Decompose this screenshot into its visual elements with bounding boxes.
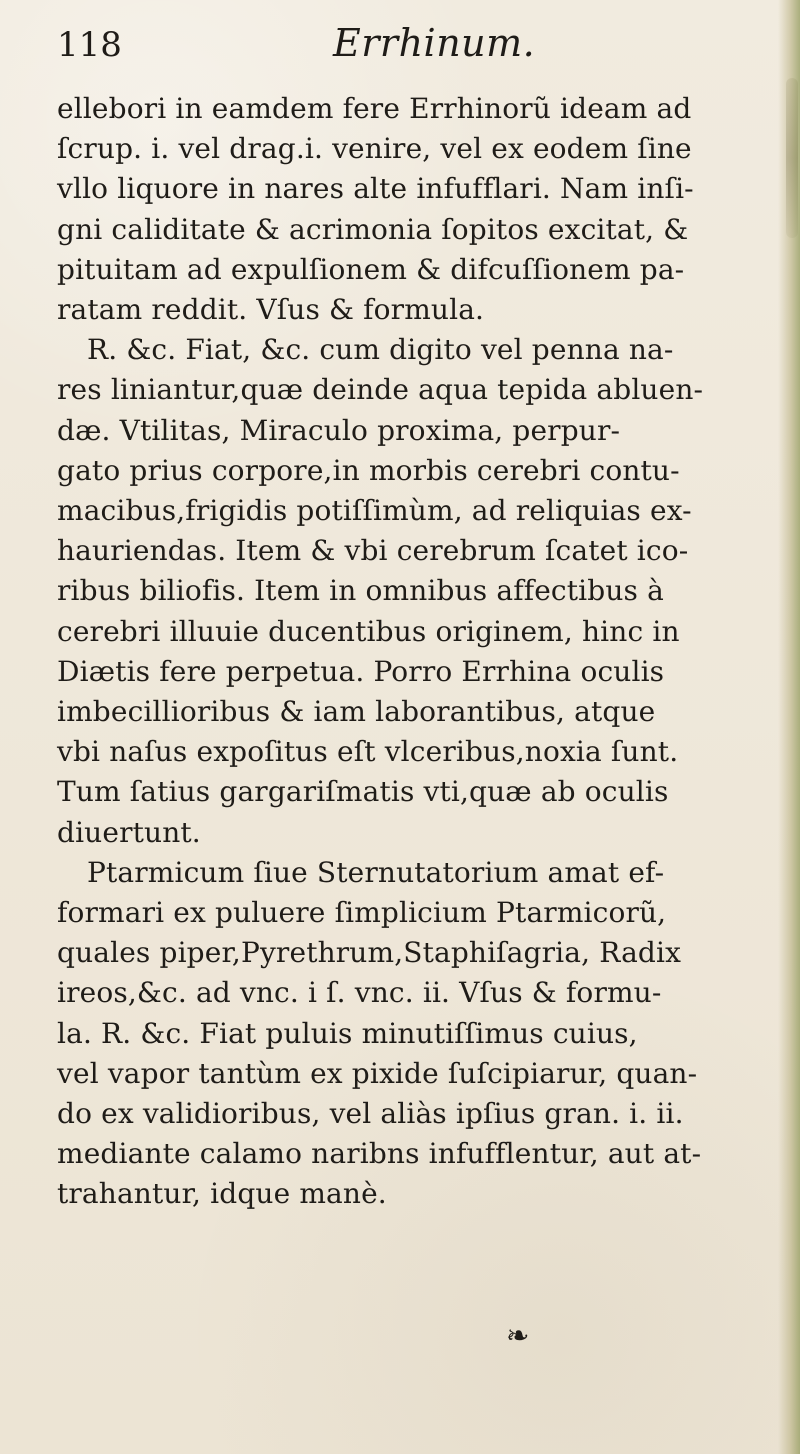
- text-line: trahantur, idque manè.: [57, 1177, 387, 1211]
- text-line: hauriendas. Item & vbi cerebrum ſcatet ico-: [57, 534, 689, 568]
- text-line: macibus,frigidis potiſſimùm, ad reliquias ex-: [57, 494, 692, 528]
- text-line: gato prius corpore,in morbis cerebri contu-: [57, 453, 680, 487]
- text-line: ſcrup. i. vel drag.i. venire, vel ex eodem ſine: [57, 132, 692, 166]
- text-line: Ptarmicum ſiue Sternutatorium amat ef-: [87, 855, 665, 889]
- text-line: ribus biliofis. Item in omnibus affectibus à: [57, 574, 664, 608]
- text-line: ratam reddit. Vſus & formula.: [57, 293, 485, 327]
- page-content: [57, 21, 767, 1215]
- text-line: diuertunt.: [57, 815, 201, 849]
- text-line: ellebori in eamdem fere Errhinorũ ideam ad: [57, 92, 692, 125]
- ornament-icon: ❧: [506, 1319, 530, 1352]
- text-line: do ex validioribus, vel aliàs ipſius gran. i. ii.: [57, 1097, 684, 1131]
- text-line: R. &c. Fiat, &c. cum digito vel penna na-: [87, 333, 674, 367]
- text-line: dæ. Vtilitas, Miraculo proxima, perpur-: [57, 413, 621, 447]
- text-line: quales piper,Pyrethrum,Staphiſagria, Radix: [57, 936, 682, 970]
- text-line: pituitam ad expulſionem & difcuſſionem pa-: [57, 252, 685, 286]
- text-line: res liniantur,quæ deinde aqua tepida abluen-: [57, 373, 704, 407]
- text-line: mediante calamo naribns infufflentur, aut at-: [57, 1137, 702, 1171]
- text-line: formari ex puluere ſimplicium Ptarmicorũ,: [57, 896, 667, 930]
- text-line: vllo liquore in nares alte infufflari. Nam inſi-: [57, 172, 694, 206]
- page-edge-mark: [786, 78, 798, 238]
- body-text: [57, 89, 767, 1215]
- text-line: imbecillioribus & iam laborantibus, atque: [57, 695, 656, 729]
- text-line: la. R. &c. Fiat puluis minutiſſimus cuius,: [57, 1016, 638, 1050]
- text-line: vel vapor tantùm ex pixide ſuſcipiarur, quan-: [57, 1056, 698, 1090]
- page-number: 118: [57, 25, 122, 65]
- text-line: gni caliditate & acrimonia ſopitos excitat, &: [57, 212, 689, 246]
- text-line: cerebri illuuie ducentibus originem, hinc in: [57, 614, 680, 648]
- text-line: Diætis fere perpetua. Porro Errhina oculis: [57, 654, 665, 688]
- text-line: vbi naſus expoſitus eſt vlceribus,noxia ſunt.: [57, 735, 679, 769]
- text-line: ireos,&c. ad vnc. i ſ. vnc. ii. Vſus & formu-: [57, 976, 662, 1010]
- running-head: Errhinum.: [333, 21, 536, 65]
- text-line: Tum ſatius gargariſmatis vti,quæ ab oculis: [57, 775, 669, 809]
- page-header: [57, 21, 767, 80]
